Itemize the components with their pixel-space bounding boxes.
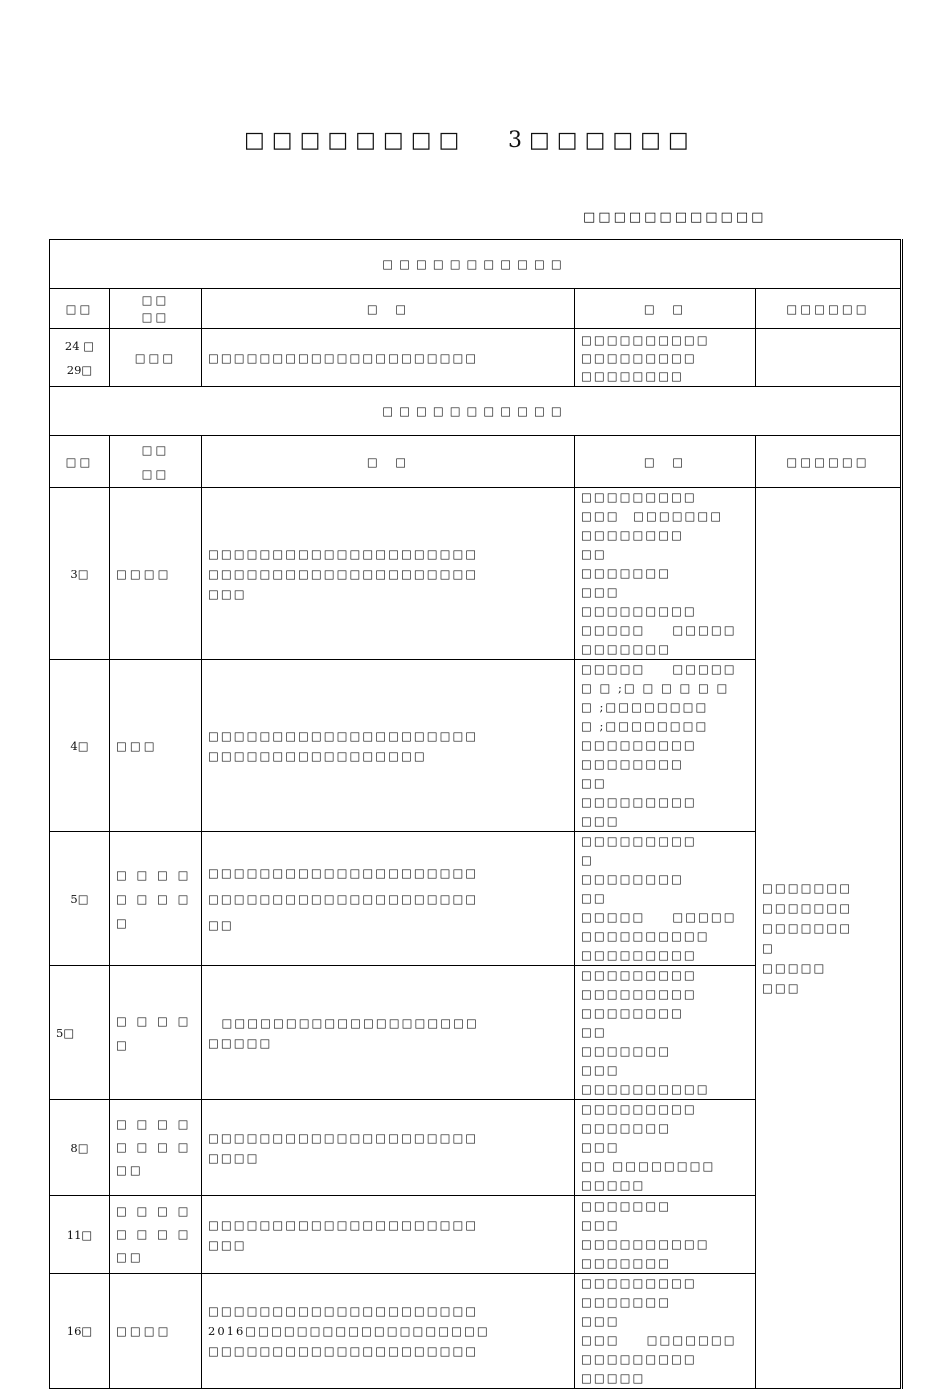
table-row <box>50 488 902 660</box>
row-note: □□□□□□□ □□□ □□□□□□□□□□ □□□□□□□ <box>575 1196 756 1274</box>
row-date: 4□ <box>50 660 110 832</box>
row-type: □ □ □ □ □ <box>110 966 202 1100</box>
row-type: □ □ □ □ □ □ □ □ □□ <box>110 1196 202 1274</box>
header-type: □□ □□ <box>110 289 202 329</box>
document-subtitle: □□□□□□□□□□□□ <box>583 210 767 225</box>
schedule-table <box>49 239 903 1389</box>
header-summary: □□□□□□ <box>756 436 902 488</box>
header-type: □□ □□ <box>110 436 202 488</box>
header-content: □ □ <box>202 436 575 488</box>
row-content: □□□□□□□□□□□□□□□□□□□□ □□□□□ <box>202 966 575 1100</box>
table-header-row <box>50 289 902 329</box>
row-date: 16□ <box>50 1274 110 1389</box>
row-content: □□□□□□□□□□□□□□□□□□□□□ 2016□□□□□□□□□□□□□□□□□□□ □□□□□□□□□□□□□□□□□□□□□ <box>202 1274 575 1389</box>
row-date: 3□ <box>50 488 110 660</box>
page-title <box>0 128 950 168</box>
row-summary <box>756 329 902 387</box>
row-note: □□□□□ □□□□□ □ □ ;□ □ □ □ □ □ □ ;□□□□□□□□ □ ;□□□□□□□□ □□□□□□□□□ □□□□□□□□ □□ □□□□□□□□□ □□□ <box>575 660 756 832</box>
row-content: □□□□□□□□□□□□□□□□□□□□□ □□□ <box>202 1196 575 1274</box>
row-type: □□□□ <box>110 1274 202 1389</box>
row-type: □□□ <box>110 329 202 387</box>
row-date: 5□ <box>50 832 110 966</box>
row-content: □□□□□□□□□□□□□□□□□□□□□ □□□□□□□□□□□□□□□□□ <box>202 660 575 832</box>
row-note: □□□□□□□□□ □□□□□□□□□ □□□□□□□□ □□ □□□□□□□ □□□ □□□□□□□□□□ <box>575 966 756 1100</box>
row-date: 8□ <box>50 1100 110 1196</box>
row-type: □ □ □ □ □ □ □ □ □ <box>110 832 202 966</box>
row-note: □□□□□□□□□ □□□ □□□□□□□ □□□□□□□□ □□ □□□□□□□ □□□ □□□□□□□□□ □□□□□ □□□□□ □□□□□□□ <box>575 488 756 660</box>
row-note: □□□□□□□□□□ □□□□□□□□□ □□□□□□□□ <box>575 329 756 387</box>
row-note: □□□□□□□□□ □ □□□□□□□□ □□ □□□□□ □□□□□ □□□□□□□□□□ □□□□□□□□□ <box>575 832 756 966</box>
title-part-2: 3□□□□□□ <box>508 128 696 153</box>
row-content: □□□□□□□□□□□□□□□□□□□□□ □□□□ <box>202 1100 575 1196</box>
row-content: □□□□□□□□□□□□□□□□□□□□□ □□□□□□□□□□□□□□□□□□□□□ □□□ <box>202 488 575 660</box>
table-header-row <box>50 436 902 488</box>
header-note: □ □ <box>575 436 756 488</box>
row-type: □□□□ <box>110 488 202 660</box>
row-date: 11□ <box>50 1196 110 1274</box>
row-date: 5□ <box>50 966 110 1100</box>
header-note: □ □ <box>575 289 756 329</box>
header-summary: □□□□□□ <box>756 289 902 329</box>
row-note: □□□□□□□□□ □□□□□□□ □□□ □□ □□□□□□□□ □□□□□ <box>575 1100 756 1196</box>
header-date: □□ <box>50 289 110 329</box>
row-type: □ □ □ □ □ □ □ □ □□ <box>110 1100 202 1196</box>
row-summary: □□□□□□□ □□□□□□□ □□□□□□□ □ □□□□□ □□□ <box>756 488 902 1389</box>
row-date: 24 □ 29□ <box>50 329 110 387</box>
row-type: □□□ <box>110 660 202 832</box>
row-note: □□□□□□□□□ □□□□□□□ □□□ □□□ □□□□□□□ □□□□□□□□□ □□□□□ <box>575 1274 756 1389</box>
title-part-1: □□□□□□□□ <box>244 128 467 153</box>
section-heading-1: □□□□□□□□□□□ <box>50 240 902 289</box>
row-content: □□□□□□□□□□□□□□□□□□□□□ <box>202 329 575 387</box>
section-heading-2: □□□□□□□□□□□ <box>50 387 902 436</box>
header-date: □□ <box>50 436 110 488</box>
row-content: □□□□□□□□□□□□□□□□□□□□□ □□□□□□□□□□□□□□□□□□□□□ □□ <box>202 832 575 966</box>
header-content: □ □ <box>202 289 575 329</box>
table-row <box>50 329 902 387</box>
